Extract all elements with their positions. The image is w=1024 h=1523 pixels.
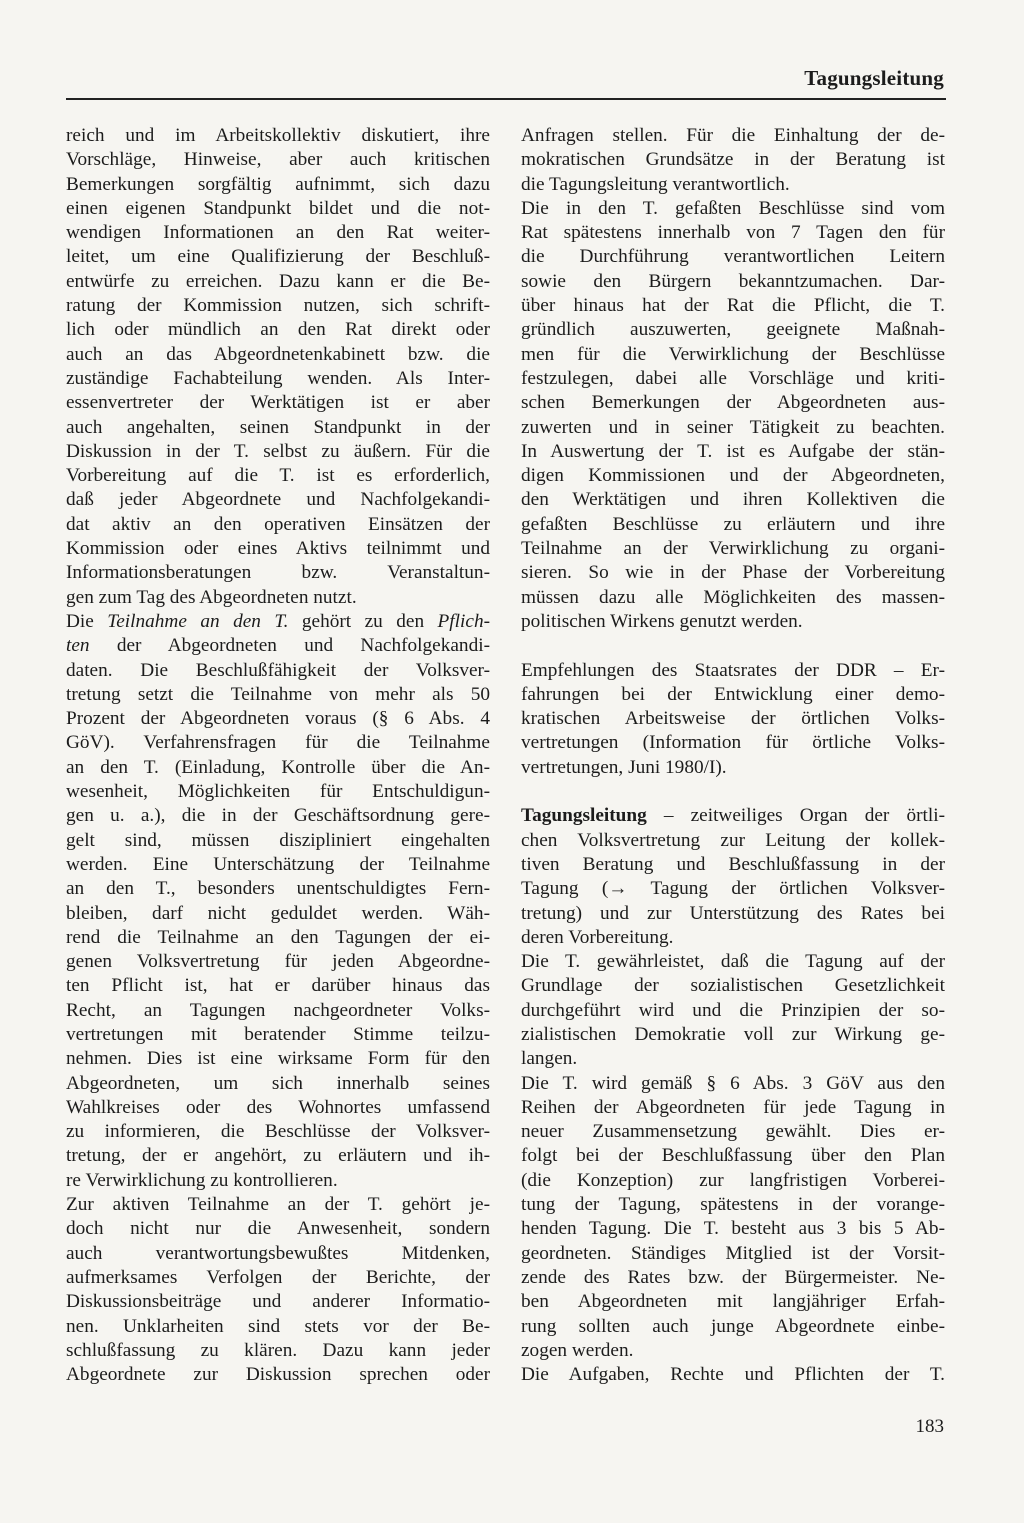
text-line: lich oder mündlich an den Rat direkt oder xyxy=(66,319,490,341)
text-line: deren Vorbereitung. xyxy=(521,926,674,948)
text-line: auch verantwortungsbewußtes Mitdenken, xyxy=(66,1242,490,1264)
text-line: mokratischen Grundsätze in der Beratung ist xyxy=(521,149,945,171)
text-line: Wahlkreises oder des Wohnortes umfassend xyxy=(66,1096,490,1118)
text-line: auch angehalten, seinen Standpunkt in der xyxy=(66,416,490,438)
text-line: nen. Unklarheiten sind stets vor der Be- xyxy=(66,1315,490,1337)
text-line: vertretungen, Juni 1980/I). xyxy=(521,756,727,778)
text-line: dat aktiv an den operativen Einsätzen der xyxy=(66,513,490,535)
text-line: digen Kommissionen und der Abgeordneten, xyxy=(521,465,945,487)
text-line: festzulegen, dabei alle Vorschläge und kriti- xyxy=(521,367,945,389)
text-line: geordneten. Ständiges Mitglied ist der Vorsit- xyxy=(521,1242,945,1264)
text-line: tretung, der er angehört, zu erläutern und ih- xyxy=(66,1145,490,1167)
text-line: Die Aufgaben, Rechte und Pflichten der T. xyxy=(521,1364,945,1386)
text-line: gründlich auszuwerten, geeignete Maßnah- xyxy=(521,319,945,341)
text-line: wendigen Informationen an den Rat weiter- xyxy=(66,222,490,244)
text-line: an den T., besonders unentschuldigtes Fern- xyxy=(66,878,490,900)
text-line: zu informieren, die Beschlüsse der Volksver- xyxy=(66,1121,490,1143)
text-line: gen u. a.), die in der Geschäftsordnung gere- xyxy=(66,805,490,827)
text-line: Zur aktiven Teilnahme an der T. gehört je- xyxy=(66,1194,490,1216)
text-line: fahrungen bei der Entwicklung einer demo- xyxy=(521,683,945,705)
text-line: tretung setzt die Teilnahme von mehr als 50 xyxy=(66,683,490,705)
text-line: Vorschläge, Hinweise, aber auch kritischen xyxy=(66,149,490,171)
text-line: leitet, um eine Qualifizierung der Beschluß- xyxy=(66,246,490,268)
running-head: Tagungsleitung xyxy=(804,66,944,90)
text-line: aufmerksames Verfolgen der Berichte, der xyxy=(66,1266,490,1288)
text-line: den Werktätigen und ihren Kollektiven die xyxy=(521,489,945,511)
left-column xyxy=(66,124,490,1387)
text-line: die Durchführung verantwortlichen Leitern xyxy=(521,246,945,268)
text-line: entwürfe zu erreichen. Dazu kann er die Be- xyxy=(66,270,490,292)
text-line: schen Bemerkungen der Abgeordneten aus- xyxy=(521,392,945,414)
text-line: einen eigenen Standpunkt bildet und die not- xyxy=(66,197,490,219)
text-line: tiven Beratung und Beschlußfassung in der xyxy=(521,853,945,875)
text-line: Abgeordnete zur Diskussion sprechen oder xyxy=(66,1364,490,1386)
text-line: über hinaus hat der Rat die Pflicht, die T. xyxy=(521,295,945,317)
text-line: Die T. wird gemäß § 6 Abs. 3 GöV aus den xyxy=(521,1072,945,1094)
text-line: essenvertreter der Werktätigen ist er aber xyxy=(66,392,490,414)
text-line: an den T. (Einladung, Kontrolle über die An- xyxy=(66,756,490,778)
text-line: Rat spätestens innerhalb von 7 Tagen den für xyxy=(521,222,945,244)
text-line: kratischen Arbeitsweise der örtlichen Volks- xyxy=(521,708,945,730)
text-line: die Tagungsleitung verantwortlich. xyxy=(521,173,790,195)
paragraph-gap xyxy=(521,780,945,804)
text-line: doch nicht nur die Anwesenheit, sondern xyxy=(66,1218,490,1240)
text-line: langen. xyxy=(521,1048,578,1070)
text-line: zuwerten und in seiner Tätigkeit zu beachten. xyxy=(521,416,945,438)
right-column xyxy=(521,124,945,1387)
text-line: reich und im Arbeitskollektiv diskutiert, ihre xyxy=(66,125,490,146)
text-line: Anfragen stellen. Für die Einhaltung der de- xyxy=(521,125,945,146)
text-line: gefaßten Beschlüsse zu erläutern und ihre xyxy=(521,513,945,535)
text-line: GöV). Verfahrensfragen für die Teilnahme xyxy=(66,732,490,754)
text-line: Teilnahme an der Verwirklichung zu organi- xyxy=(521,538,945,560)
text-line: ten Pflicht ist, hat er darüber hinaus das xyxy=(66,975,490,997)
text-line: Abgeordneten, um sich innerhalb seines xyxy=(66,1072,490,1094)
page-number: 183 xyxy=(915,1416,944,1437)
text-line: Empfehlungen des Staatsrates der DDR – Er- xyxy=(521,659,945,681)
text-line: genen Volksvertretung für jeden Abgeordne- xyxy=(66,951,490,973)
text-line: Prozent der Abgeordneten voraus (§ 6 Abs. 4 xyxy=(66,708,490,730)
text-line: durchgeführt wird und die Prinzipien der so- xyxy=(521,999,945,1021)
text-line: gelt sind, müssen diszipliniert eingehalten xyxy=(66,829,490,851)
text-line: Diskussion in der T. selbst zu äußern. Für die xyxy=(66,440,490,462)
text-line: tung der Tagung, spätestens in der vorange- xyxy=(521,1194,945,1216)
text-line: sieren. So wie in der Phase der Vorbereitung xyxy=(521,562,945,584)
text-line: ten der Abgeordneten und Nachfolgekandi- xyxy=(66,635,490,657)
text-line: (die Konzeption) zur langfristigen Vorberei- xyxy=(521,1169,945,1191)
text-line: ratung der Kommission nutzen, sich schrift- xyxy=(66,295,490,317)
text-line: zialistischen Demokratie voll zur Wirkung ge- xyxy=(521,1023,945,1045)
text-line: vertretungen (Information für örtliche Volks- xyxy=(521,732,945,754)
text-line: vertretungen mit beratender Stimme teilzu- xyxy=(66,1023,490,1045)
text-line: Grundlage der sozialistischen Gesetzlichkeit xyxy=(521,975,945,997)
text-line: sowie den Bürgern bekanntzumachen. Dar- xyxy=(521,270,945,292)
text-line: henden Tagung. Die T. besteht aus 3 bis 5 Ab- xyxy=(521,1218,945,1240)
text-line: chen Volksvertretung zur Leitung der kollek- xyxy=(521,829,945,851)
text-line: müssen dazu alle Möglichkeiten des massen- xyxy=(521,586,945,608)
text-line: re Verwirklichung zu kontrollieren. xyxy=(66,1169,338,1191)
text-line: politischen Wirkens genutzt werden. xyxy=(521,610,803,632)
text-line: men für die Verwirklichung der Beschlüsse xyxy=(521,343,945,365)
header-rule xyxy=(66,98,946,100)
text-line: Informationsberatungen bzw. Veranstaltun- xyxy=(66,562,490,584)
text-line: Die T. gewährleistet, daß die Tagung auf der xyxy=(521,951,945,973)
text-line: Reihen der Abgeordneten für jede Tagung in xyxy=(521,1096,945,1118)
text-line: rung sollten auch junge Abgeordnete einbe- xyxy=(521,1315,945,1337)
text-line: rend die Teilnahme an den Tagungen der ei- xyxy=(66,926,490,948)
text-line: Vorbereitung auf die T. ist es erforderlich, xyxy=(66,465,490,487)
text-line: Diskussionsbeiträge und anderer Informatio- xyxy=(66,1291,490,1313)
text-line: daß jeder Abgeordnete und Nachfolgekandi- xyxy=(66,489,490,511)
text-line: daten. Die Beschlußfähigkeit der Volksver- xyxy=(66,659,490,681)
paragraph-gap xyxy=(521,634,945,658)
text-line: Kommission oder eines Aktivs teilnimmt und xyxy=(66,538,490,560)
text-line: wesenheit, Möglichkeiten für Entschuldigun- xyxy=(66,781,490,803)
text-line: In Auswertung der T. ist es Aufgabe der stän- xyxy=(521,440,945,462)
text-line: schlußfassung zu klären. Dazu kann jeder xyxy=(66,1339,490,1361)
text-line: Tagung (→ Tagung der örtlichen Volksver- xyxy=(521,878,945,900)
text-line: nehmen. Dies ist eine wirksame Form für den xyxy=(66,1048,490,1070)
text-line: neuer Zusammensetzung gewählt. Dies er- xyxy=(521,1121,945,1143)
text-line: gen zum Tag des Abgeordneten nutzt. xyxy=(66,586,357,608)
text-line: zuständige Fachabteilung wenden. Als Inter- xyxy=(66,367,490,389)
text-line: Bemerkungen sorgfältig aufnimmt, sich dazu xyxy=(66,173,490,195)
text-line: Die Teilnahme an den T. gehört zu den Pflich- xyxy=(66,610,490,632)
text-line: zende des Rates bzw. der Bürgermeister. Ne- xyxy=(521,1266,945,1288)
text-line: Die in den T. gefaßten Beschlüsse sind vom xyxy=(521,197,945,219)
text-line: Tagungsleitung – zeitweiliges Organ der örtli- xyxy=(521,805,945,827)
text-line: bleiben, darf nicht geduldet werden. Wäh- xyxy=(66,902,490,924)
text-line: ben Abgeordneten mit langjähriger Erfah- xyxy=(521,1291,945,1313)
text-line: auch an das Abgeordnetenkabinett bzw. die xyxy=(66,343,490,365)
text-line: werden. Eine Unterschätzung der Teilnahme xyxy=(66,853,490,875)
text-line: tretung) und zur Unterstützung des Rates bei xyxy=(521,902,945,924)
text-line: zogen werden. xyxy=(521,1339,634,1361)
text-line: folgt bei der Beschlußfassung über den Plan xyxy=(521,1145,945,1167)
text-line: Recht, an Tagungen nachgeordneter Volks- xyxy=(66,999,490,1021)
